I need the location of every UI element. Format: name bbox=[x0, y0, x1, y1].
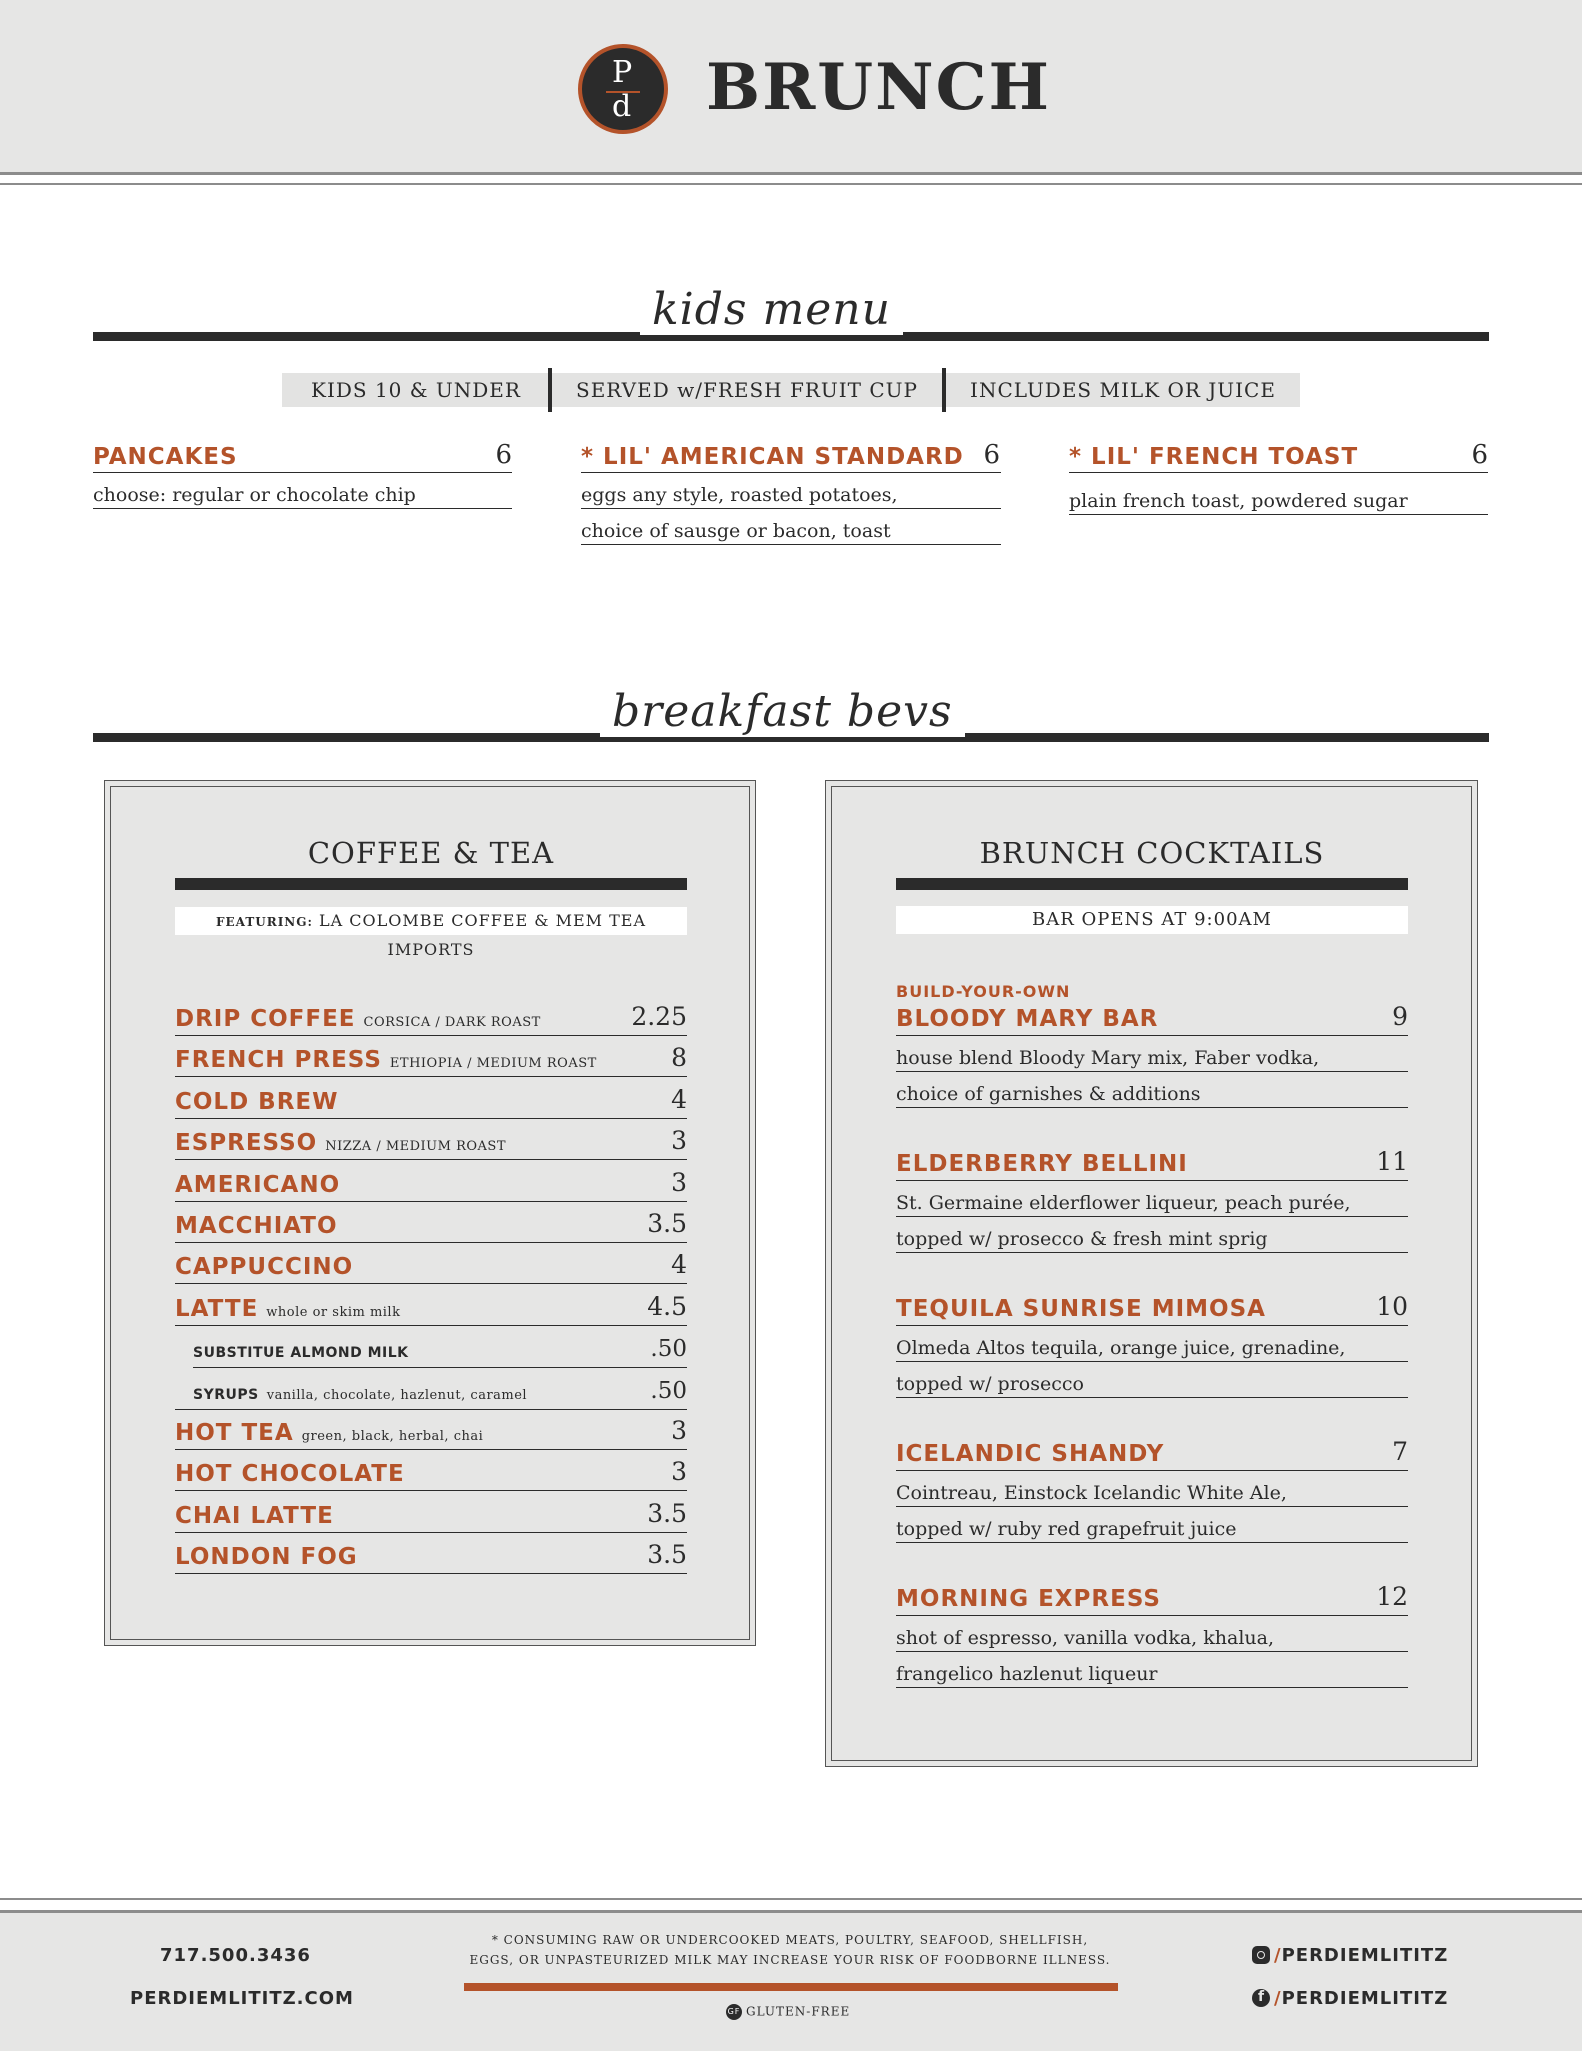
instagram-handle: PERDIEMLITITZ bbox=[1281, 1945, 1449, 1966]
cocktail-price: 9 bbox=[1392, 1002, 1408, 1031]
health-disclaimer bbox=[460, 1930, 1120, 1970]
item-underline bbox=[896, 1325, 1408, 1326]
bevs-section-title: breakfast bevs bbox=[600, 686, 965, 737]
coffee-subitem-name: SYRUPS vanilla, chocolate, hazlenut, caramel bbox=[193, 1387, 528, 1403]
header-divider bbox=[0, 183, 1582, 185]
gluten-free-icon: GF bbox=[726, 2004, 742, 2020]
item-underline bbox=[896, 1651, 1408, 1652]
item-underline bbox=[175, 1242, 687, 1243]
kids-pill-age: KIDS 10 & UNDER bbox=[282, 373, 550, 407]
coffee-item-price: .50 bbox=[650, 1378, 687, 1404]
coffee-item-name: AMERICANO bbox=[175, 1172, 341, 1198]
cocktail-name: ICELANDIC SHANDY bbox=[896, 1441, 1165, 1467]
item-underline bbox=[896, 1506, 1408, 1507]
item-underline bbox=[1069, 472, 1488, 473]
coffee-item-price: 3.5 bbox=[647, 1499, 687, 1528]
cocktail-pre-label: BUILD-YOUR-OWN bbox=[896, 982, 1071, 1001]
coffee-item-price: 3.5 bbox=[647, 1209, 687, 1238]
cocktail-name: ELDERBERRY BELLINI bbox=[896, 1151, 1188, 1177]
facebook-link[interactable]: f/PERDIEMLITITZ bbox=[1252, 1988, 1448, 2009]
kids-item-price: 6 bbox=[1471, 440, 1488, 470]
item-underline bbox=[896, 1035, 1408, 1036]
cocktail-desc: choice of garnishes & additions bbox=[896, 1083, 1201, 1105]
website-link[interactable]: PERDIEMLITITZ.COM bbox=[130, 1988, 354, 2009]
item-underline bbox=[896, 1687, 1408, 1688]
gluten-free-legend bbox=[726, 2004, 850, 2020]
cocktail-desc: St. Germaine elderflower liqueur, peach purée, bbox=[896, 1192, 1351, 1214]
cocktail-desc: topped w/ prosecco & fresh mint sprig bbox=[896, 1228, 1268, 1250]
coffee-item-price: 4.5 bbox=[647, 1292, 687, 1321]
item-underline bbox=[896, 1180, 1408, 1181]
featuring-label: FEATURING: bbox=[216, 915, 313, 929]
item-underline bbox=[175, 1490, 687, 1491]
page-title: BRUNCH bbox=[706, 50, 1051, 125]
coffee-item-price: 3 bbox=[671, 1168, 687, 1197]
item-underline bbox=[1069, 514, 1488, 515]
coffee-item-name: LONDON FOG bbox=[175, 1544, 358, 1570]
coffee-item-name: FRENCH PRESS ETHIOPIA / MEDIUM ROAST bbox=[175, 1047, 597, 1073]
item-underline bbox=[175, 1409, 687, 1410]
item-underline bbox=[175, 1035, 687, 1036]
coffee-item-price: 3 bbox=[671, 1416, 687, 1445]
coffee-item-name: DRIP COFFEE CORSICA / DARK ROAST bbox=[175, 1006, 541, 1032]
cocktail-price: 11 bbox=[1376, 1147, 1408, 1176]
disclaimer-line: EGGS, OR UNPASTEURIZED MILK MAY INCREASE YOUR RISK OF FOODBORNE ILLNESS. bbox=[469, 1953, 1111, 1967]
item-underline bbox=[896, 1361, 1408, 1362]
phone-number[interactable]: 717.500.3436 bbox=[160, 1945, 311, 1966]
kids-item-price: 6 bbox=[495, 440, 512, 470]
coffee-item-price: 8 bbox=[671, 1043, 687, 1072]
item-underline bbox=[193, 1367, 687, 1368]
cocktail-name: TEQUILA SUNRISE MIMOSA bbox=[896, 1296, 1266, 1322]
cocktail-desc: Cointreau, Einstock Icelandic White Ale, bbox=[896, 1482, 1287, 1504]
header-band bbox=[0, 0, 1582, 175]
facebook-icon bbox=[1252, 1989, 1270, 2007]
featuring-text: LA COLOMBE COFFEE & MEM TEA IMPORTS bbox=[318, 911, 646, 959]
cocktail-price: 7 bbox=[1392, 1437, 1408, 1466]
coffee-panel-title: COFFEE & TEA bbox=[307, 836, 555, 870]
item-underline bbox=[581, 544, 1001, 545]
coffee-item-name: ESPRESSO NIZZA / MEDIUM ROAST bbox=[175, 1130, 506, 1156]
item-underline bbox=[896, 1615, 1408, 1616]
cocktail-desc: frangelico hazlenut liqueur bbox=[896, 1663, 1158, 1685]
kids-item-name: PANCAKES bbox=[93, 444, 238, 470]
cocktail-desc: topped w/ ruby red grapefruit juice bbox=[896, 1518, 1237, 1540]
coffee-item-price: 3 bbox=[671, 1457, 687, 1486]
item-underline bbox=[175, 1283, 687, 1284]
cocktail-desc: topped w/ prosecco bbox=[896, 1373, 1084, 1395]
item-underline bbox=[896, 1107, 1408, 1108]
cocktail-price: 12 bbox=[1376, 1582, 1408, 1611]
bar-opens-box: BAR OPENS AT 9:00AM bbox=[896, 906, 1408, 934]
cocktail-desc: house blend Bloody Mary mix, Faber vodka, bbox=[896, 1047, 1320, 1069]
coffee-item-name: HOT CHOCOLATE bbox=[175, 1461, 405, 1487]
coffee-item-name: CAPPUCCINO bbox=[175, 1254, 354, 1280]
item-underline bbox=[175, 1573, 687, 1574]
instagram-link[interactable]: /PERDIEMLITITZ bbox=[1252, 1945, 1448, 1966]
cocktail-name: MORNING EXPRESS bbox=[896, 1586, 1161, 1612]
coffee-item-price: 4 bbox=[671, 1085, 687, 1114]
panel-bar bbox=[175, 878, 687, 890]
featuring-box bbox=[175, 907, 687, 959]
kids-item-desc: choice of sausge or bacon, toast bbox=[581, 520, 891, 542]
coffee-subitem-name: SUBSTITUE ALMOND MILK bbox=[193, 1345, 409, 1361]
coffee-item-price: .50 bbox=[650, 1336, 687, 1362]
coffee-item-price: 3 bbox=[671, 1126, 687, 1155]
coffee-item-name: MACCHIATO bbox=[175, 1213, 338, 1239]
coffee-item-price: 4 bbox=[671, 1250, 687, 1279]
cocktails-panel-title: BRUNCH COCKTAILS bbox=[979, 836, 1325, 870]
kids-item-name: * LIL' AMERICAN STANDARD bbox=[581, 444, 964, 470]
item-underline bbox=[896, 1071, 1408, 1072]
item-underline bbox=[896, 1252, 1408, 1253]
coffee-item-price: 3.5 bbox=[647, 1540, 687, 1569]
item-underline bbox=[175, 1076, 687, 1077]
coffee-item-name: LATTE whole or skim milk bbox=[175, 1296, 401, 1322]
kids-item-name: * LIL' FRENCH TOAST bbox=[1069, 444, 1359, 470]
item-underline bbox=[896, 1397, 1408, 1398]
item-underline bbox=[175, 1159, 687, 1160]
item-underline bbox=[175, 1449, 687, 1450]
item-underline bbox=[581, 472, 1001, 473]
logo-letter-bottom: d bbox=[612, 89, 632, 124]
instagram-icon bbox=[1252, 1946, 1270, 1964]
kids-item-desc: plain french toast, powdered sugar bbox=[1069, 490, 1408, 512]
kids-pill-fruit: SERVED w/FRESH FRUIT CUP bbox=[552, 373, 942, 407]
coffee-item-name: HOT TEA green, black, herbal, chai bbox=[175, 1420, 484, 1446]
item-underline bbox=[896, 1470, 1408, 1471]
footer-divider bbox=[0, 1898, 1582, 1900]
item-underline bbox=[896, 1542, 1408, 1543]
footer-accent-bar bbox=[464, 1983, 1118, 1991]
item-underline bbox=[175, 1532, 687, 1533]
cocktail-desc: shot of espresso, vanilla vodka, khalua, bbox=[896, 1627, 1275, 1649]
kids-item-price: 6 bbox=[983, 440, 1000, 470]
coffee-item-name: COLD BREW bbox=[175, 1089, 339, 1115]
kids-item-desc: eggs any style, roasted potatoes, bbox=[581, 484, 898, 506]
coffee-item-name: CHAI LATTE bbox=[175, 1503, 334, 1529]
item-underline bbox=[175, 1118, 687, 1119]
cocktail-price: 10 bbox=[1376, 1292, 1408, 1321]
logo-letter-top: P bbox=[612, 55, 633, 90]
kids-item-desc: choose: regular or chocolate chip bbox=[93, 484, 416, 506]
facebook-handle: PERDIEMLITITZ bbox=[1281, 1988, 1449, 2009]
cocktail-desc: Olmeda Altos tequila, orange juice, grenadine, bbox=[896, 1337, 1346, 1359]
item-underline bbox=[581, 508, 1001, 509]
item-underline bbox=[175, 1201, 687, 1202]
disclaimer-line: * CONSUMING RAW OR UNDERCOOKED MEATS, POULTRY, SEAFOOD, SHELLFISH, bbox=[491, 1933, 1089, 1947]
item-underline bbox=[93, 472, 512, 473]
item-underline bbox=[175, 1325, 687, 1326]
brand-logo bbox=[578, 44, 668, 134]
panel-bar bbox=[896, 878, 1408, 890]
kids-pill-drink: INCLUDES MILK OR JUICE bbox=[946, 373, 1300, 407]
coffee-item-price: 2.25 bbox=[631, 1002, 687, 1031]
item-underline bbox=[896, 1216, 1408, 1217]
gluten-free-label: GLUTEN-FREE bbox=[746, 2004, 851, 2019]
kids-section-title: kids menu bbox=[640, 284, 903, 335]
item-underline bbox=[93, 508, 512, 509]
cocktail-name: BLOODY MARY BAR bbox=[896, 1006, 1159, 1032]
